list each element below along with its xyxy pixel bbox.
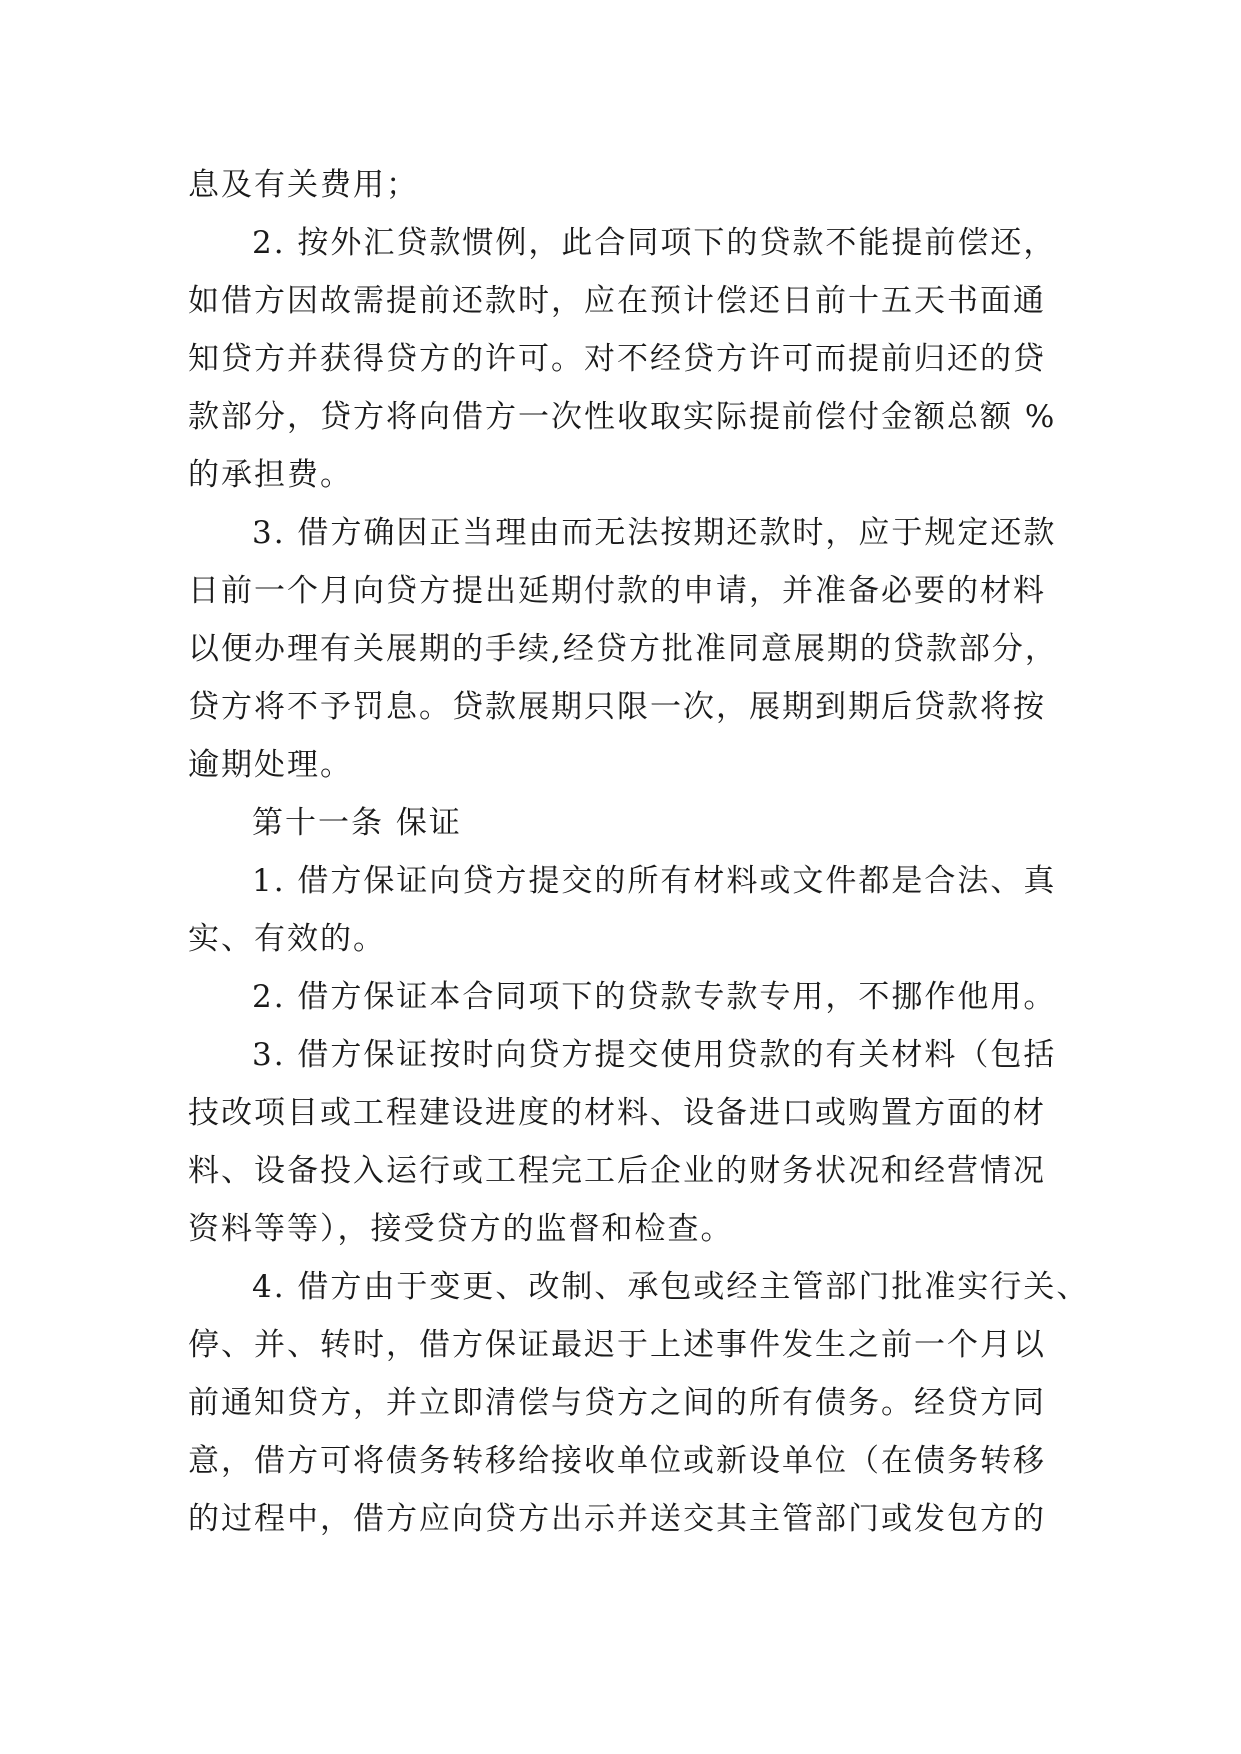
text-line: 日前一个月向贷方提出延期付款的申请，并准备必要的材料 (188, 573, 1046, 609)
text-line: 技改项目或工程建设进度的材料、设备进口或购置方面的材 (188, 1095, 1046, 1131)
text-line: 实、有效的。 (188, 921, 386, 957)
text-line: 料、设备投入运行或工程完工后企业的财务状况和经营情况 (188, 1153, 1046, 1189)
text-line: 逾期处理。 (188, 747, 353, 783)
text-line: 息及有关费用； (188, 167, 419, 203)
text-line: 的过程中，借方应向贷方出示并送交其主管部门或发包方的 (188, 1501, 1046, 1537)
text-line: 款部分，贷方将向借方一次性收取实际提前偿付金额总额 % (188, 399, 1057, 435)
text-line: 资料等等），接受贷方的监督和检查。 (188, 1211, 734, 1247)
text-line: 1. 借方保证向贷方提交的所有材料或文件都是合法、真 (252, 863, 1057, 899)
text-line: 意，借方可将债务转移给接收单位或新设单位（在债务转移 (188, 1443, 1046, 1479)
text-line: 3. 借方确因正当理由而无法按期还款时，应于规定还款 (252, 515, 1057, 551)
text-line: 的承担费。 (188, 457, 353, 493)
document-body (188, 156, 1090, 1548)
text-line: 2. 按外汇贷款惯例，此合同项下的贷款不能提前偿还， (252, 225, 1057, 261)
text-line: 停、并、转时，借方保证最迟于上述事件发生之前一个月以 (188, 1327, 1046, 1363)
text-line: 贷方将不予罚息。贷款展期只限一次，展期到期后贷款将按 (188, 689, 1046, 725)
text-line: 前通知贷方，并立即清偿与贷方之间的所有债务。经贷方同 (188, 1385, 1046, 1421)
text-line: 3. 借方保证按时向贷方提交使用贷款的有关材料（包括 (252, 1037, 1057, 1073)
section-heading: 第十一条 保证 (252, 805, 462, 841)
text-line: 知贷方并获得贷方的许可。对不经贷方许可而提前归还的贷 (188, 341, 1046, 377)
text-line: 如借方因故需提前还款时，应在预计偿还日前十五天书面通 (188, 283, 1046, 319)
text-line: 以便办理有关展期的手续,经贷方批准同意展期的贷款部分， (188, 631, 1058, 667)
text-line: 4. 借方由于变更、改制、承包或经主管部门批准实行关、 (252, 1269, 1090, 1305)
text-line: 2. 借方保证本合同项下的贷款专款专用，不挪作他用。 (252, 979, 1057, 1015)
